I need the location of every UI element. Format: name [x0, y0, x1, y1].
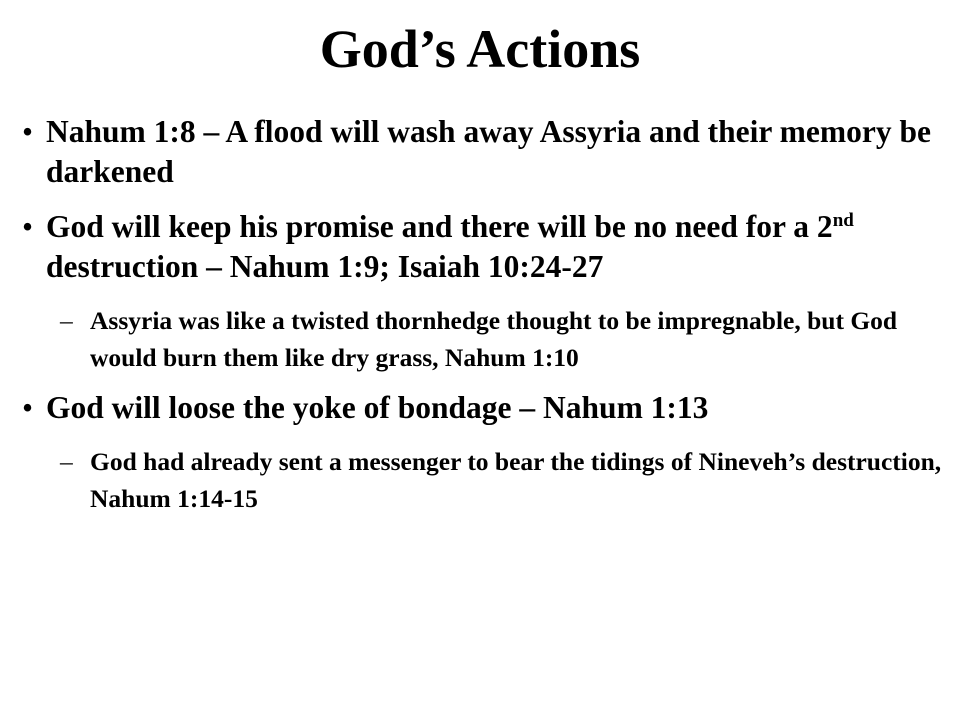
sub-bullet-text: Assyria was like a twisted thornhedge thought to be impregnable, but God would burn them like dry grass, Nahum 1:10 [90, 306, 898, 372]
bullet-icon: • [22, 114, 34, 149]
bullet-text-part: destruction – Nahum 1:9; Isaiah 10:24-27 [46, 249, 604, 284]
dash-icon: – [60, 447, 73, 476]
bullet-text-part: God will keep his promise and there will be no need for a 2 [46, 209, 833, 244]
bullet-text: Nahum 1:8 – A flood will wash away Assyria and their memory be darkened [46, 114, 931, 189]
bullet-text: God will loose the yoke of bondage – Nahum 1:13 [46, 390, 709, 425]
bullet-item [22, 207, 955, 287]
ordinal-superscript: nd [832, 210, 854, 231]
slide-title: God’s Actions [319, 19, 641, 79]
dash-icon: – [60, 306, 73, 335]
bullet-icon: • [22, 209, 34, 244]
sub-bullet-item [30, 302, 955, 376]
bullet-item [22, 388, 955, 428]
bullet-list [22, 112, 955, 529]
bullet-item [22, 112, 955, 192]
sub-bullet-item [30, 443, 955, 517]
sub-bullet-text: God had already sent a messenger to bear the tidings of Nineveh’s destruction, Nahum 1:14-15 [90, 447, 942, 513]
bullet-text [46, 209, 854, 284]
bullet-icon: • [22, 390, 34, 425]
